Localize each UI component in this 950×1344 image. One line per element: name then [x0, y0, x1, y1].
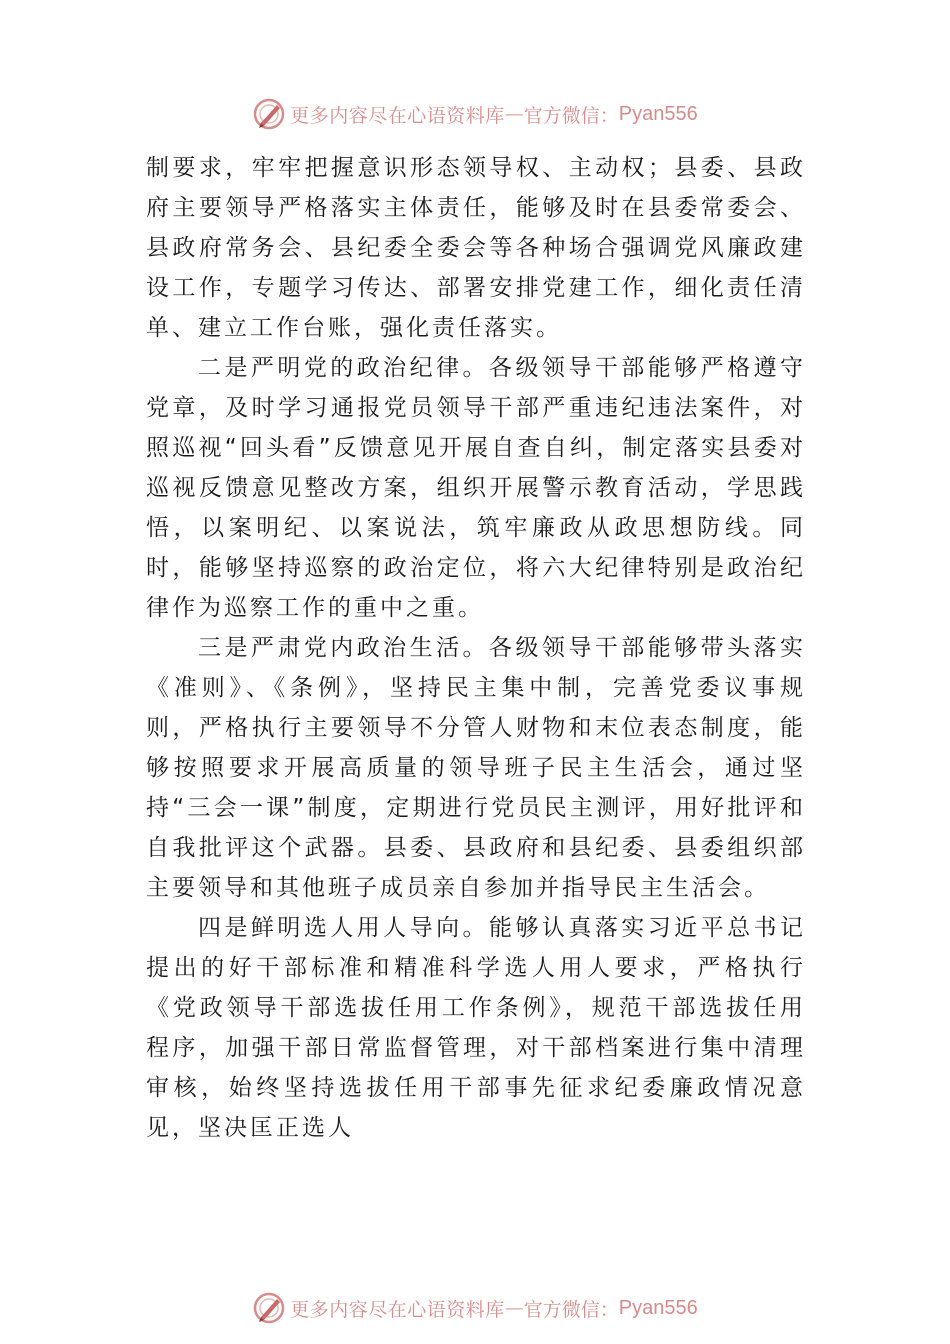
header-official-label: 官方微信： — [523, 104, 619, 127]
pen-logo-icon — [252, 97, 286, 131]
pen-logo-icon — [252, 1291, 286, 1325]
body-paragraph: 三是严肃党内政治生活。各级领导干部能够带头落实《准则》、《条例》，坚持民主集中制，完善党委议事规则，严格执行主要领导不分管人财物和末位表态制度，能够按照要求开展高质量的领导班子民主生活会，通过坚持“三会一课”制度，定期进行党员民主测评，用好批评和自我批评这个武器。县委、县政府和县纪委、县委组织部主要领导和其他班子成员亲自参加并指导民主生活会。 — [146, 635, 806, 901]
document-body — [146, 148, 806, 1148]
footer-separator: — — [504, 1297, 524, 1319]
footer-wechat-id: Pyan556 — [618, 1296, 698, 1319]
footer-brand-text: 更多内容尽在心语资料库 — [290, 1298, 505, 1321]
header-separator: — — [504, 103, 524, 125]
footer-official-label: 官方微信： — [523, 1298, 619, 1321]
footer-banner — [0, 1288, 950, 1328]
body-paragraph: 四是鲜明选人用人导向。能够认真落实习近平总书记提出的好干部标准和精准科学选人用人要求，严格执行《党政领导干部选拔任用工作条例》，规范干部选拔任用程序，加强干部日常监督管理，对干部档案进行集中清理审核，始终坚持选拔任用干部事先征求纪委廉政情况意见，坚决匡正选人 — [146, 915, 806, 1141]
body-paragraph: 制要求，牢牢把握意识形态领导权、主动权；县委、县政府主要领导严格落实主体责任，能够及时在县委常委会、县政府常务会、县纪委全委会等各种场合强调党风廉政建设工作，专题学习传达、部署安排党建工作，细化责任清单、建立工作台账，强化责任落实。 — [146, 155, 806, 341]
body-paragraph: 二是严明党的政治纪律。各级领导干部能够严格遵守党章，及时学习通报党员领导干部严重违纪违法案件，对照巡视“回头看”反馈意见开展自查自纠，制定落实县委对巡视反馈意见整改方案，组织开展警示教育活动，学思践悟，以案明纪、以案说法，筑牢廉政从政思想防线。同时，能够坚持巡察的政治定位，将六大纪律特别是政治纪律作为巡察工作的重中之重。 — [146, 355, 806, 621]
header-wechat-id: Pyan556 — [618, 102, 698, 125]
header-brand-text: 更多内容尽在心语资料库 — [290, 104, 505, 127]
header-banner — [0, 94, 950, 134]
